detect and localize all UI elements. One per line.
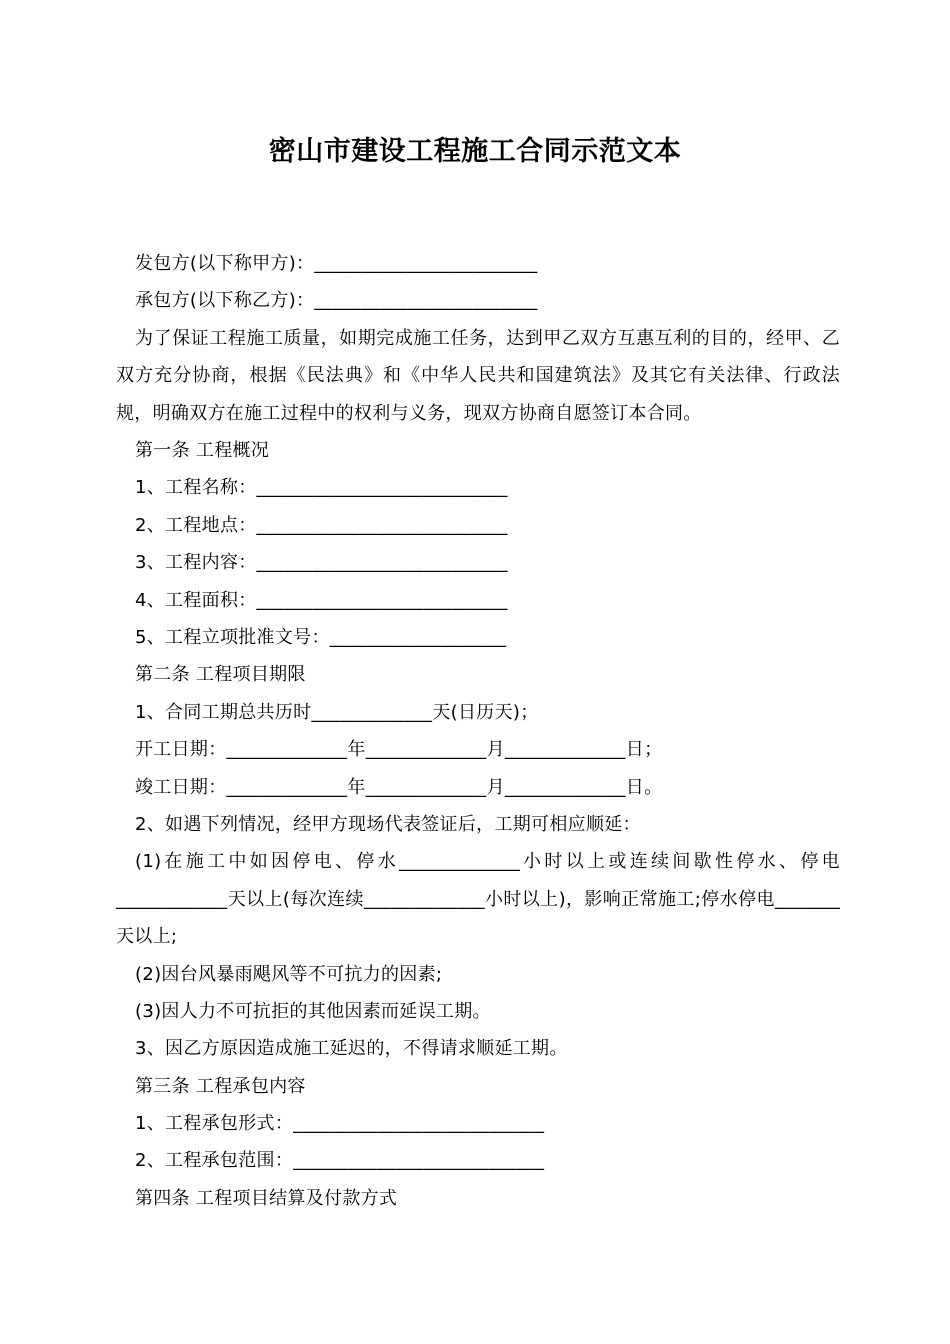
start-date-line: 开工日期：_____________年_____________月_____________日； <box>135 739 663 761</box>
contract-form-line: 1、工程承包形式：___________________________ <box>135 1113 545 1135</box>
extension-condition-1: (1)在施工中如因停电、停水_____________小时以上或连续间歇性停水、停电____________天以上(每次连续_____________小时以上)，影响正常施工;停水停电_______天以上; <box>116 851 840 948</box>
extension-conditions-line: 2、如遇下列情况，经甲方现场代表签证后，工期可相应顺延： <box>135 813 641 835</box>
article-4-heading: 第四条 工程项目结算及付款方式 <box>135 1187 398 1209</box>
article-3-heading: 第三条 工程承包内容 <box>135 1075 306 1097</box>
project-name-line: 1、工程名称：___________________________ <box>135 477 508 499</box>
party-b-line: 承包方(以下称乙方)：________________________ <box>135 290 538 312</box>
article-1-heading: 第一条 工程概况 <box>135 440 270 461</box>
project-location-line: 2、工程地点：___________________________ <box>135 514 508 536</box>
project-content-line: 3、工程内容：___________________________ <box>135 552 508 574</box>
end-date-line: 竣工日期：_____________年_____________月_____________日。 <box>135 776 663 798</box>
document-title: 密山市建设工程施工合同示范文本 <box>268 136 682 167</box>
extension-condition-3: (3)因人力不可抗拒的其他因素而延误工期。 <box>135 1000 491 1022</box>
party-a-line: 发包方(以下称甲方)：________________________ <box>135 253 538 274</box>
extension-condition-2: (2)因台风暴雨飓风等不可抗力的因素; <box>135 963 443 985</box>
contractor-delay-line: 3、因乙方原因造成施工延迟的，不得请求顺延工期。 <box>135 1038 568 1060</box>
approval-number-line: 5、工程立项批准文号：___________________ <box>135 626 507 648</box>
article-2-heading: 第二条 工程项目期限 <box>135 664 306 686</box>
preamble-paragraph: 为了保证工程施工质量，如期完成施工任务，达到甲乙双方互惠互利的目的，经甲、乙双方充分协商，根据《民法典》和《中华人民共和国建筑法》及其它有关法律、行政法规，明确双方在施工过程中的权利与义务，现双方协商自愿签订本合同。 <box>116 327 840 424</box>
document-body <box>116 245 840 1217</box>
contract-duration-line: 1、合同工期总共历时_____________天(日历天)； <box>135 701 539 723</box>
project-area-line: 4、工程面积：___________________________ <box>135 589 508 611</box>
contract-scope-line: 2、工程承包范围：___________________________ <box>135 1150 545 1172</box>
